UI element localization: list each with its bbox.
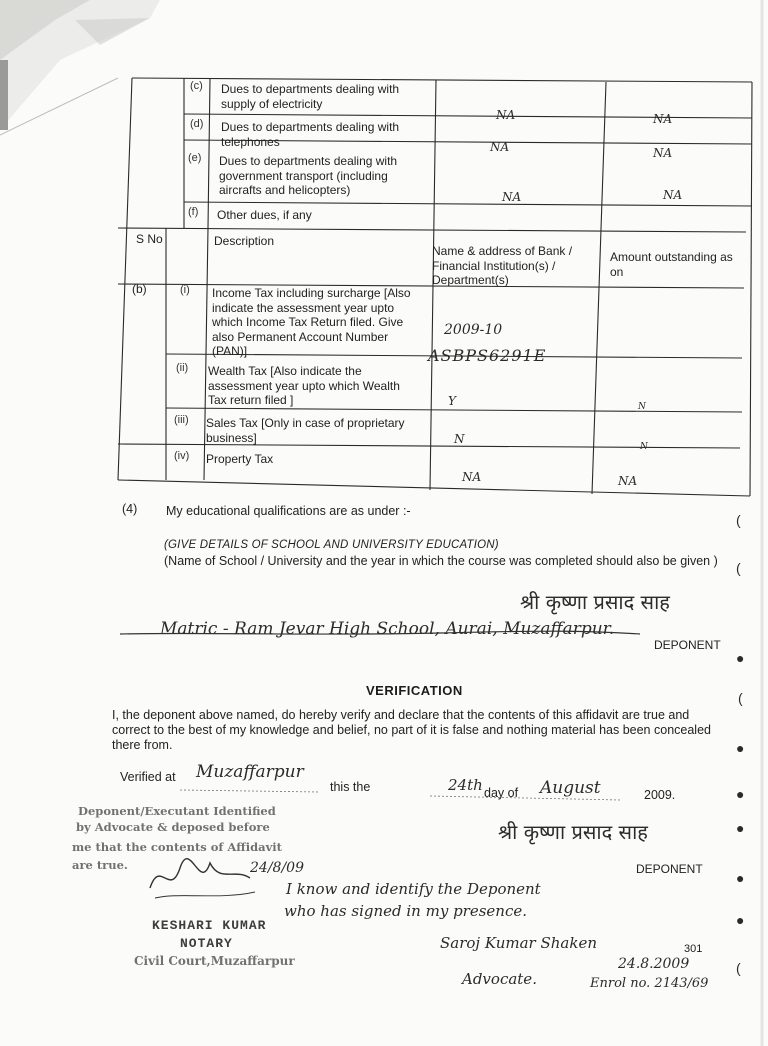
verified-month: August [540, 778, 601, 798]
punch-mark: ● [736, 912, 745, 928]
row-bank-c: NA [496, 108, 516, 122]
deponent-signature-1: श्री कृष्णा प्रसाद साह [520, 590, 670, 614]
notary-name: KESHARI KUMAR [152, 918, 267, 933]
section-4-line: My educational qualifications are as under :- [166, 504, 411, 518]
verified-place: Muzaffarpur [196, 762, 304, 782]
row-letter-d: (d) [190, 118, 204, 130]
notary-sign-date: 24/8/09 [250, 860, 304, 876]
section-4-number: (4) [122, 502, 138, 516]
deponent-label-2: DEPONENT [636, 862, 703, 876]
identification-stamp-line-2: by Advocate & deposed before [76, 820, 270, 834]
item-bank-income-tax-pan: ASBPS6291E [428, 346, 547, 365]
identification-stamp-line-4: are true. [72, 858, 128, 872]
item-num-iv: (iv) [174, 450, 190, 462]
advocate-note-line-1: I know and identify the Deponent [286, 880, 541, 898]
item-text-wealth-tax: Wealth Tax [Also indicate the assessment year upto which Wealth Tax return filed ] [208, 364, 400, 407]
advocate-label: Advocate. [462, 970, 537, 988]
item-amount-sales-tax: N [640, 442, 648, 452]
notary-title: NOTARY [180, 936, 233, 951]
advocate-enrol: Enrol no. 2143/69 [590, 976, 709, 991]
education-underline [120, 628, 640, 638]
verified-day: 24th [448, 776, 483, 794]
item-bank-wealth-tax: Y [448, 394, 456, 408]
item-amount-property-tax: NA [618, 474, 638, 488]
row-text-c: Dues to departments dealing with supply of electricity [221, 82, 400, 111]
row-text-e: Dues to departments dealing with government transport (including aircrafts and helicopters) [219, 154, 398, 197]
punch-mark: ● [736, 650, 745, 666]
section-4-italic-note: (GIVE DETAILS OF SCHOOL AND UNIVERSITY EDUCATION) [164, 539, 499, 551]
advocate-sign-date: 24.8.2009 [618, 956, 690, 972]
identification-stamp-line-3: me that the contents of Affidavit [72, 840, 282, 854]
advocate-sign-name: Saroj Kumar Shaken [440, 934, 597, 952]
liabilities-table [118, 78, 752, 498]
verification-body: I, the deponent above named, do hereby verify and declare that the contents of this affidavit are true and correct to the best of my knowledge and belief, no part of it is false and nothing material has been concealed there from. [112, 708, 711, 752]
item-bank-income-tax-year: 2009-10 [444, 322, 503, 338]
row-amount-d: NA [653, 146, 673, 160]
row-amount-e: NA [663, 188, 683, 202]
row-bank-e: NA [502, 190, 522, 204]
row-letter-e: (e) [188, 152, 202, 164]
punch-mark: ● [736, 740, 745, 756]
notary-signature-scribble [140, 848, 260, 908]
header-description: Description [214, 234, 275, 248]
item-bank-sales-tax: N [454, 432, 465, 446]
punch-mark: ● [736, 786, 745, 802]
header-bank: Name & address of Bank / Financial Institution(s) / Department(s) [432, 244, 573, 287]
verified-at-label: Verified at [120, 770, 176, 784]
item-bank-property-tax: NA [462, 470, 482, 484]
section-b-label: (b) [132, 282, 147, 296]
punch-mark: ( [738, 690, 743, 706]
this-the-label: this the [330, 780, 371, 794]
deponent-signature-2: श्री कृष्णा प्रसाद साह [498, 820, 648, 844]
notary-court: Civil Court,Muzaffarpur [134, 954, 295, 968]
row-text-d: Dues to departments dealing with telephones [221, 120, 400, 149]
item-num-iii: (iii) [174, 414, 189, 426]
item-text-property-tax: Property Tax [206, 452, 274, 466]
advocate-note-line-2: who has signed in my presence. [284, 902, 527, 920]
verified-day-suffix: day of [484, 786, 519, 800]
row-letter-f: (f) [188, 206, 199, 218]
punch-mark: ( [736, 560, 741, 576]
deponent-label-1: DEPONENT [654, 638, 721, 652]
verified-dotted-lines [180, 786, 660, 806]
punch-mark: ( [736, 512, 741, 528]
item-amount-wealth-tax: N [638, 402, 646, 412]
section-4-name-note: (Name of School / University and the year in which the course was completed should also be given ) [164, 554, 718, 568]
header-sno: S No [136, 232, 163, 246]
header-amount: Amount outstanding as on [610, 250, 733, 279]
item-num-ii: (ii) [176, 362, 189, 374]
item-text-sales-tax: Sales Tax [Only in case of proprietary business] [206, 416, 405, 445]
punch-mark: ● [736, 870, 745, 886]
item-text-income-tax: Income Tax including surcharge [Also indicate the assessment year upto which Income Tax Return filed. Give also Permanent Account Number (PAN)] [212, 286, 411, 358]
verification-heading: VERIFICATION [366, 683, 463, 698]
row-amount-c: NA [653, 112, 673, 126]
punch-mark: ● [736, 820, 745, 836]
row-bank-d: NA [490, 140, 510, 154]
verified-year: 2009. [644, 788, 676, 802]
handwritten-education: Matric - Ram Jevar High School, Aurai, Muzaffarpur. [160, 619, 615, 639]
identification-stamp-line-1: Deponent/Executant Identified [78, 804, 276, 818]
row-letter-c: (c) [190, 80, 203, 92]
row-text-f: Other dues, if any [217, 208, 312, 222]
item-num-i: (i) [180, 284, 190, 296]
advocate-number: 301 [684, 943, 703, 955]
punch-mark: ( [736, 960, 741, 976]
